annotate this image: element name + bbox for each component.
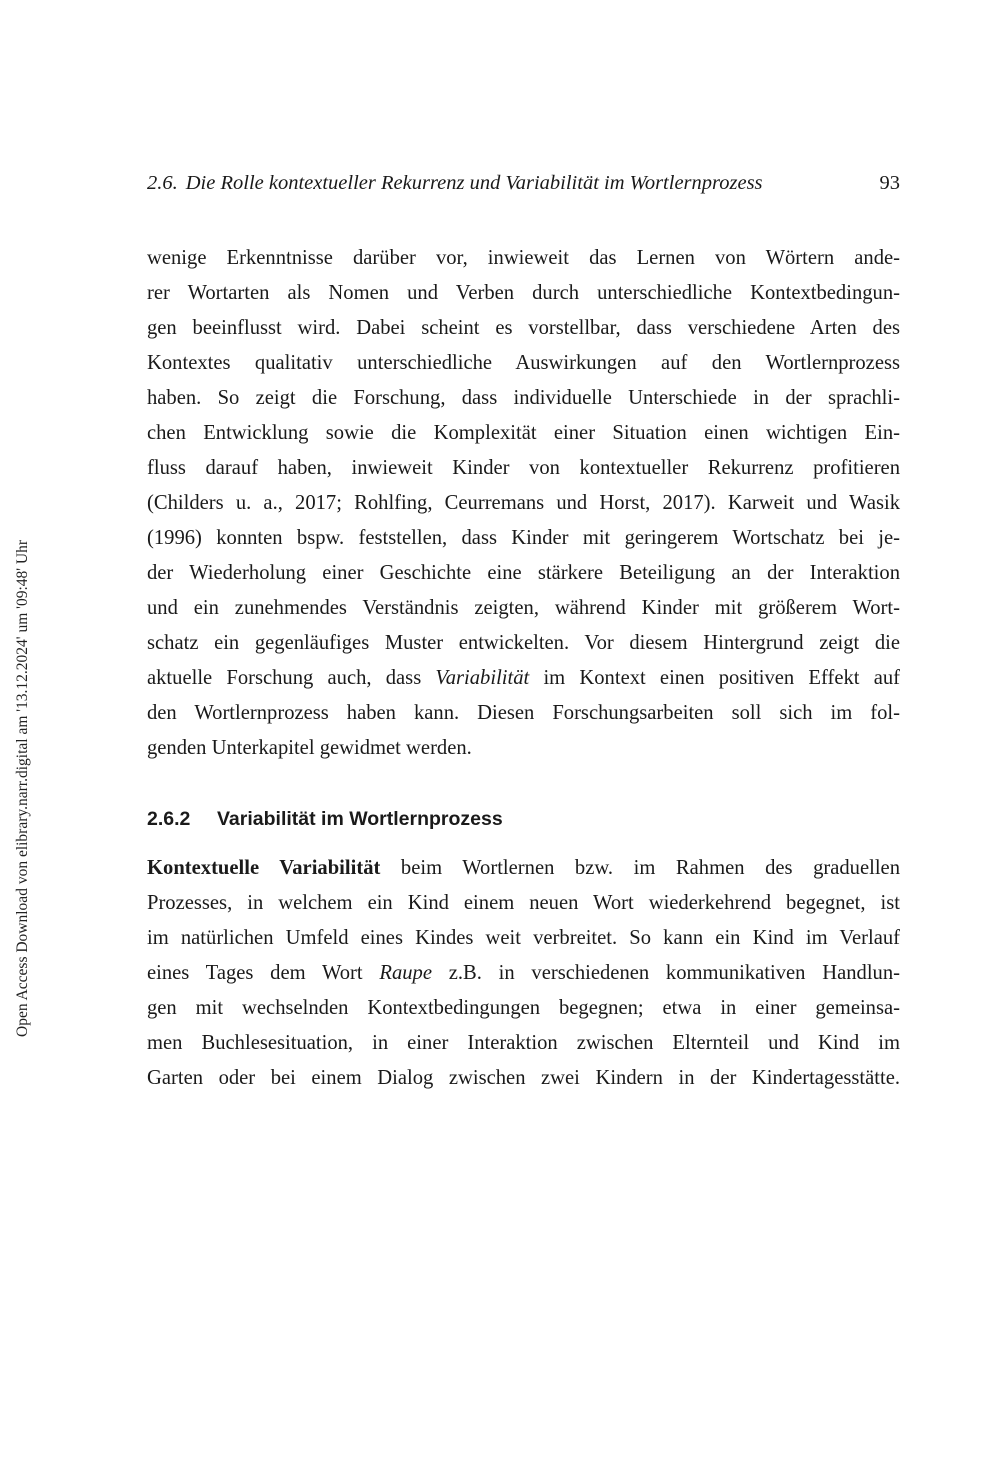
text-line: den Wortlernprozess haben kann. Diesen Forschungsarbeiten soll sich im fol- [147, 702, 900, 724]
page-number: 93 [879, 172, 900, 194]
header-section-number: 2.6. [147, 172, 178, 194]
text-line: Garten oder bei einem Dialog zwischen zwei Kindern in der Kindertagesstätte. [147, 1067, 900, 1089]
text-line [147, 956, 900, 991]
text-line: rer Wortarten als Nomen und Verben durch unterschiedliche Kontextbedingun- [147, 282, 900, 304]
emphasis-term: Variabilität [435, 667, 530, 689]
text-line: gen beeinflusst wird. Dabei scheint es vorstellbar, dass verschiedene Arten des [147, 317, 900, 339]
section-heading-title: Variabilität im Wortlernprozess [217, 808, 503, 830]
text-line: (Childers u. a., 2017; Rohlfing, Ceurremans und Horst, 2017). Karweit und Wasik [147, 492, 900, 514]
text-line: der Wiederholung einer Geschichte eine stärkere Beteiligung an der Interaktion [147, 562, 900, 584]
text-line: haben. So zeigt die Forschung, dass individuelle Unterschiede in der sprachli- [147, 387, 900, 409]
text-line: im natürlichen Umfeld eines Kindes weit verbreitet. So kann ein Kind im Verlauf [147, 927, 900, 949]
text-segment: beim Wortlernen bzw. im Rahmen des graduellen [380, 857, 900, 879]
text-line: fluss darauf haben, inwieweit Kinder von kontextueller Rekurrenz profitieren [147, 457, 900, 479]
text-line: wenige Erkenntnisse darüber vor, inwieweit das Lernen von Wörtern ande- [147, 247, 900, 269]
text-segment: im Kontext einen positiven Effekt auf [529, 667, 900, 689]
download-watermark: Open Access Download von elibrary.narr.digital am '13.12.2024' um '09:48' Uhr [14, 539, 31, 1037]
text-line: schatz ein gegenläufiges Muster entwickelten. Vor diesem Hintergrund zeigt die [147, 632, 900, 654]
text-line: und ein zunehmendes Verständnis zeigten, während Kinder mit größerem Wort- [147, 597, 900, 619]
text-line: Kontextes qualitativ unterschiedliche Auswirkungen auf den Wortlernprozess [147, 352, 900, 374]
text-line: genden Unterkapitel gewidmet werden. [147, 737, 472, 759]
paragraph-1 [147, 241, 900, 766]
section-heading [147, 802, 503, 836]
paragraph-2 [147, 851, 900, 1096]
header-section-title: Die Rolle kontextueller Rekurrenz und Variabilität im Wortlernprozess [185, 172, 763, 194]
text-line [147, 851, 900, 886]
section-heading-number: 2.6.2 [147, 808, 191, 830]
text-segment: z.B. in verschiedenen kommunikativen Handlun- [432, 962, 900, 984]
text-line [147, 661, 900, 696]
text-line: (1996) konnten bspw. feststellen, dass Kinder mit geringerem Wortschatz bei je- [147, 527, 900, 549]
emphasis-term: Raupe [379, 962, 432, 984]
text-line: chen Entwicklung sowie die Komplexität einer Situation einen wichtigen Ein- [147, 422, 900, 444]
running-header [147, 168, 900, 198]
text-segment: aktuelle Forschung auch, dass [147, 667, 436, 689]
text-line: gen mit wechselnden Kontextbedingungen begegnen; etwa in einer gemeinsa- [147, 997, 900, 1019]
text-line: Prozesses, in welchem ein Kind einem neuen Wort wiederkehrend begegnet, ist [147, 892, 900, 914]
text-segment: eines Tages dem Wort [147, 962, 380, 984]
bold-term: Kontextuelle Variabilität [147, 857, 381, 879]
text-line: men Buchlesesituation, in einer Interaktion zwischen Elternteil und Kind im [147, 1032, 900, 1054]
